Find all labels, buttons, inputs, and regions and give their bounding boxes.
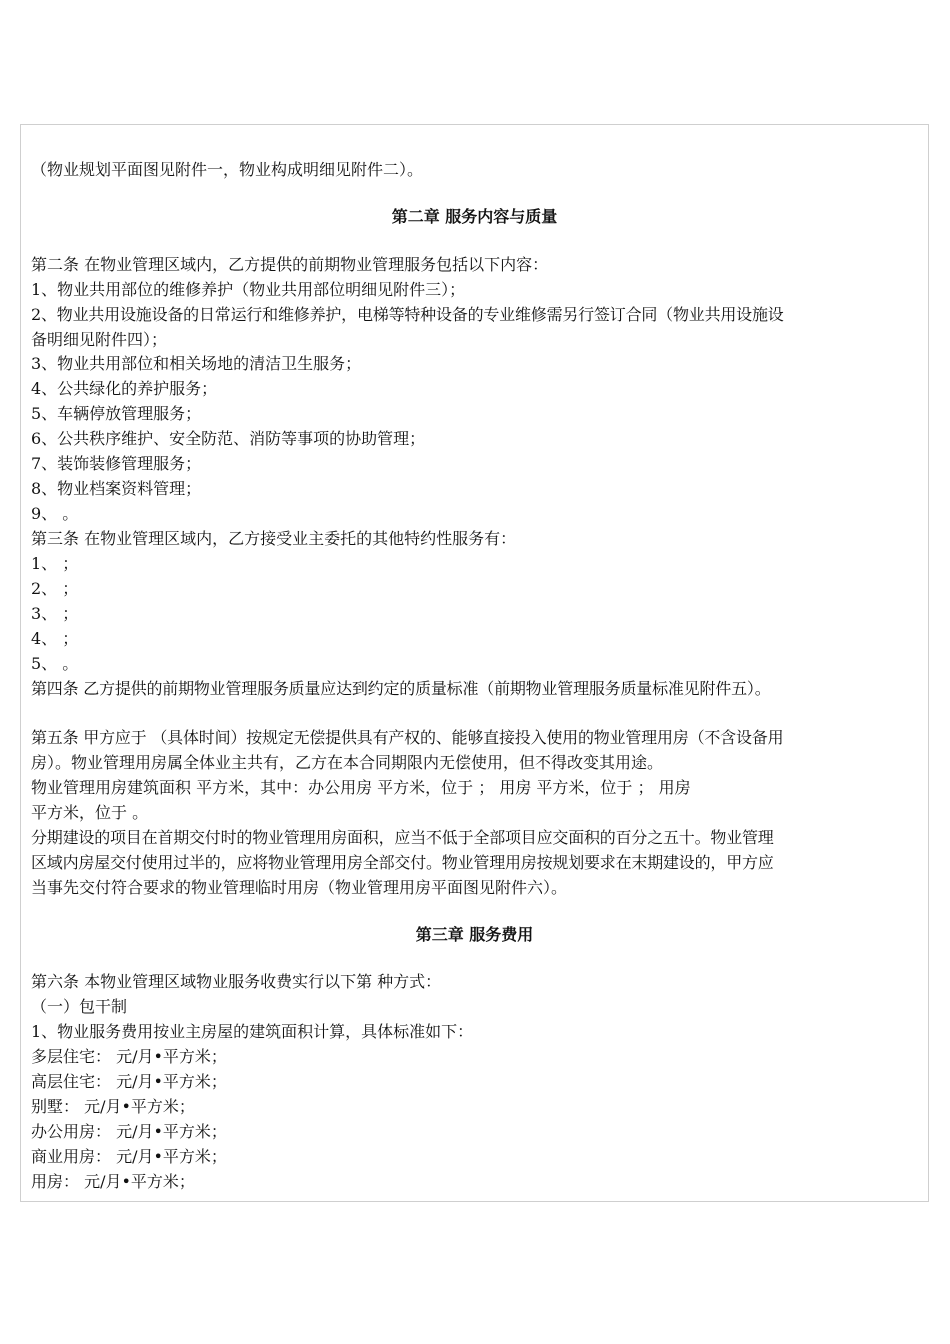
list-item: 5、车辆停放管理服务； (31, 404, 202, 423)
list-item: 9、 。 (31, 504, 79, 523)
list-item: 1、 ； (31, 554, 79, 573)
article-3: 第三条 在物业管理区域内，乙方接受业主委托的其他特约性服务有： (31, 529, 517, 548)
text-line: （物业规划平面图见附件一，物业构成明细见附件二）。 (31, 160, 424, 179)
text-line: 分期建设的项目在首期交付时的物业管理用房面积，应当不低于全部项目应交面积的百分之五十。物业管理 (31, 828, 774, 847)
list-item: 3、 ； (31, 604, 79, 623)
text-line: 1、物业服务费用按业主房屋的建筑面积计算，具体标准如下： (31, 1022, 474, 1041)
article-4: 第四条 乙方提供的前期物业管理服务质量应达到约定的质量标准（前期物业管理服务质量标准见附件五）。 (31, 679, 771, 698)
text-line: （一）包干制 (31, 997, 128, 1016)
text-line: 区域内房屋交付使用过半的，应将物业管理用房全部交付。物业管理用房按规划要求在末期建设的，甲方应 (31, 853, 774, 872)
list-item-continuation: 备明细见附件四）； (31, 330, 168, 349)
text-line: 平方米，位于 。 (31, 803, 149, 822)
fee-item: 高层住宅： 元/月•平方米； (31, 1072, 227, 1091)
list-item: 2、 ； (31, 579, 79, 598)
list-item: 7、装饰装修管理服务； (31, 454, 202, 473)
text-line: 房）。物业管理用房属全体业主共有，乙方在本合同期限内无偿使用，但不得改变其用途。 (31, 753, 664, 772)
fee-item: 办公用房： 元/月•平方米； (31, 1122, 227, 1141)
article-2: 第二条 在物业管理区域内，乙方提供的前期物业管理服务包括以下内容： (31, 255, 549, 274)
list-item: 8、物业档案资料管理； (31, 479, 202, 498)
fee-item: 商业用房： 元/月•平方米； (31, 1147, 227, 1166)
fee-item: 别墅： 元/月•平方米； (31, 1097, 195, 1116)
chapter-heading: 第三章 服务费用 (415, 925, 534, 944)
text-line: 物业管理用房建筑面积 平方米，其中：办公用房 平方米，位于 ； 用房 平方米，位于 ； 用房 (31, 778, 691, 797)
list-item: 6、公共秩序维护、安全防范、消防等事项的协助管理； (31, 429, 426, 448)
chapter-heading: 第二章 服务内容与质量 (391, 207, 558, 226)
text-line: 当事先交付符合要求的物业管理临时用房（物业管理用房平面图见附件六）。 (31, 878, 568, 897)
fee-item: 多层住宅： 元/月•平方米； (31, 1047, 227, 1066)
list-item: 3、物业共用部位和相关场地的清洁卫生服务； (31, 354, 362, 373)
list-item: 4、公共绿化的养护服务； (31, 379, 218, 398)
list-item: 1、物业共用部位的维修养护（物业共用部位明细见附件三）； (31, 280, 466, 299)
list-item: 5、 。 (31, 654, 79, 673)
list-item: 2、物业共用设施设备的日常运行和维修养护，电梯等特种设备的专业维修需另行签订合同（物业共用设施设 (31, 305, 784, 324)
article-6: 第六条 本物业管理区域物业服务收费实行以下第 种方式： (31, 972, 442, 991)
article-5: 第五条 甲方应于 （具体时间）按规定无偿提供具有产权的、能够直接投入使用的物业管理用房（不含设备用 (31, 728, 784, 747)
fee-item: 用房： 元/月•平方米； (31, 1172, 195, 1191)
list-item: 4、 ； (31, 629, 79, 648)
